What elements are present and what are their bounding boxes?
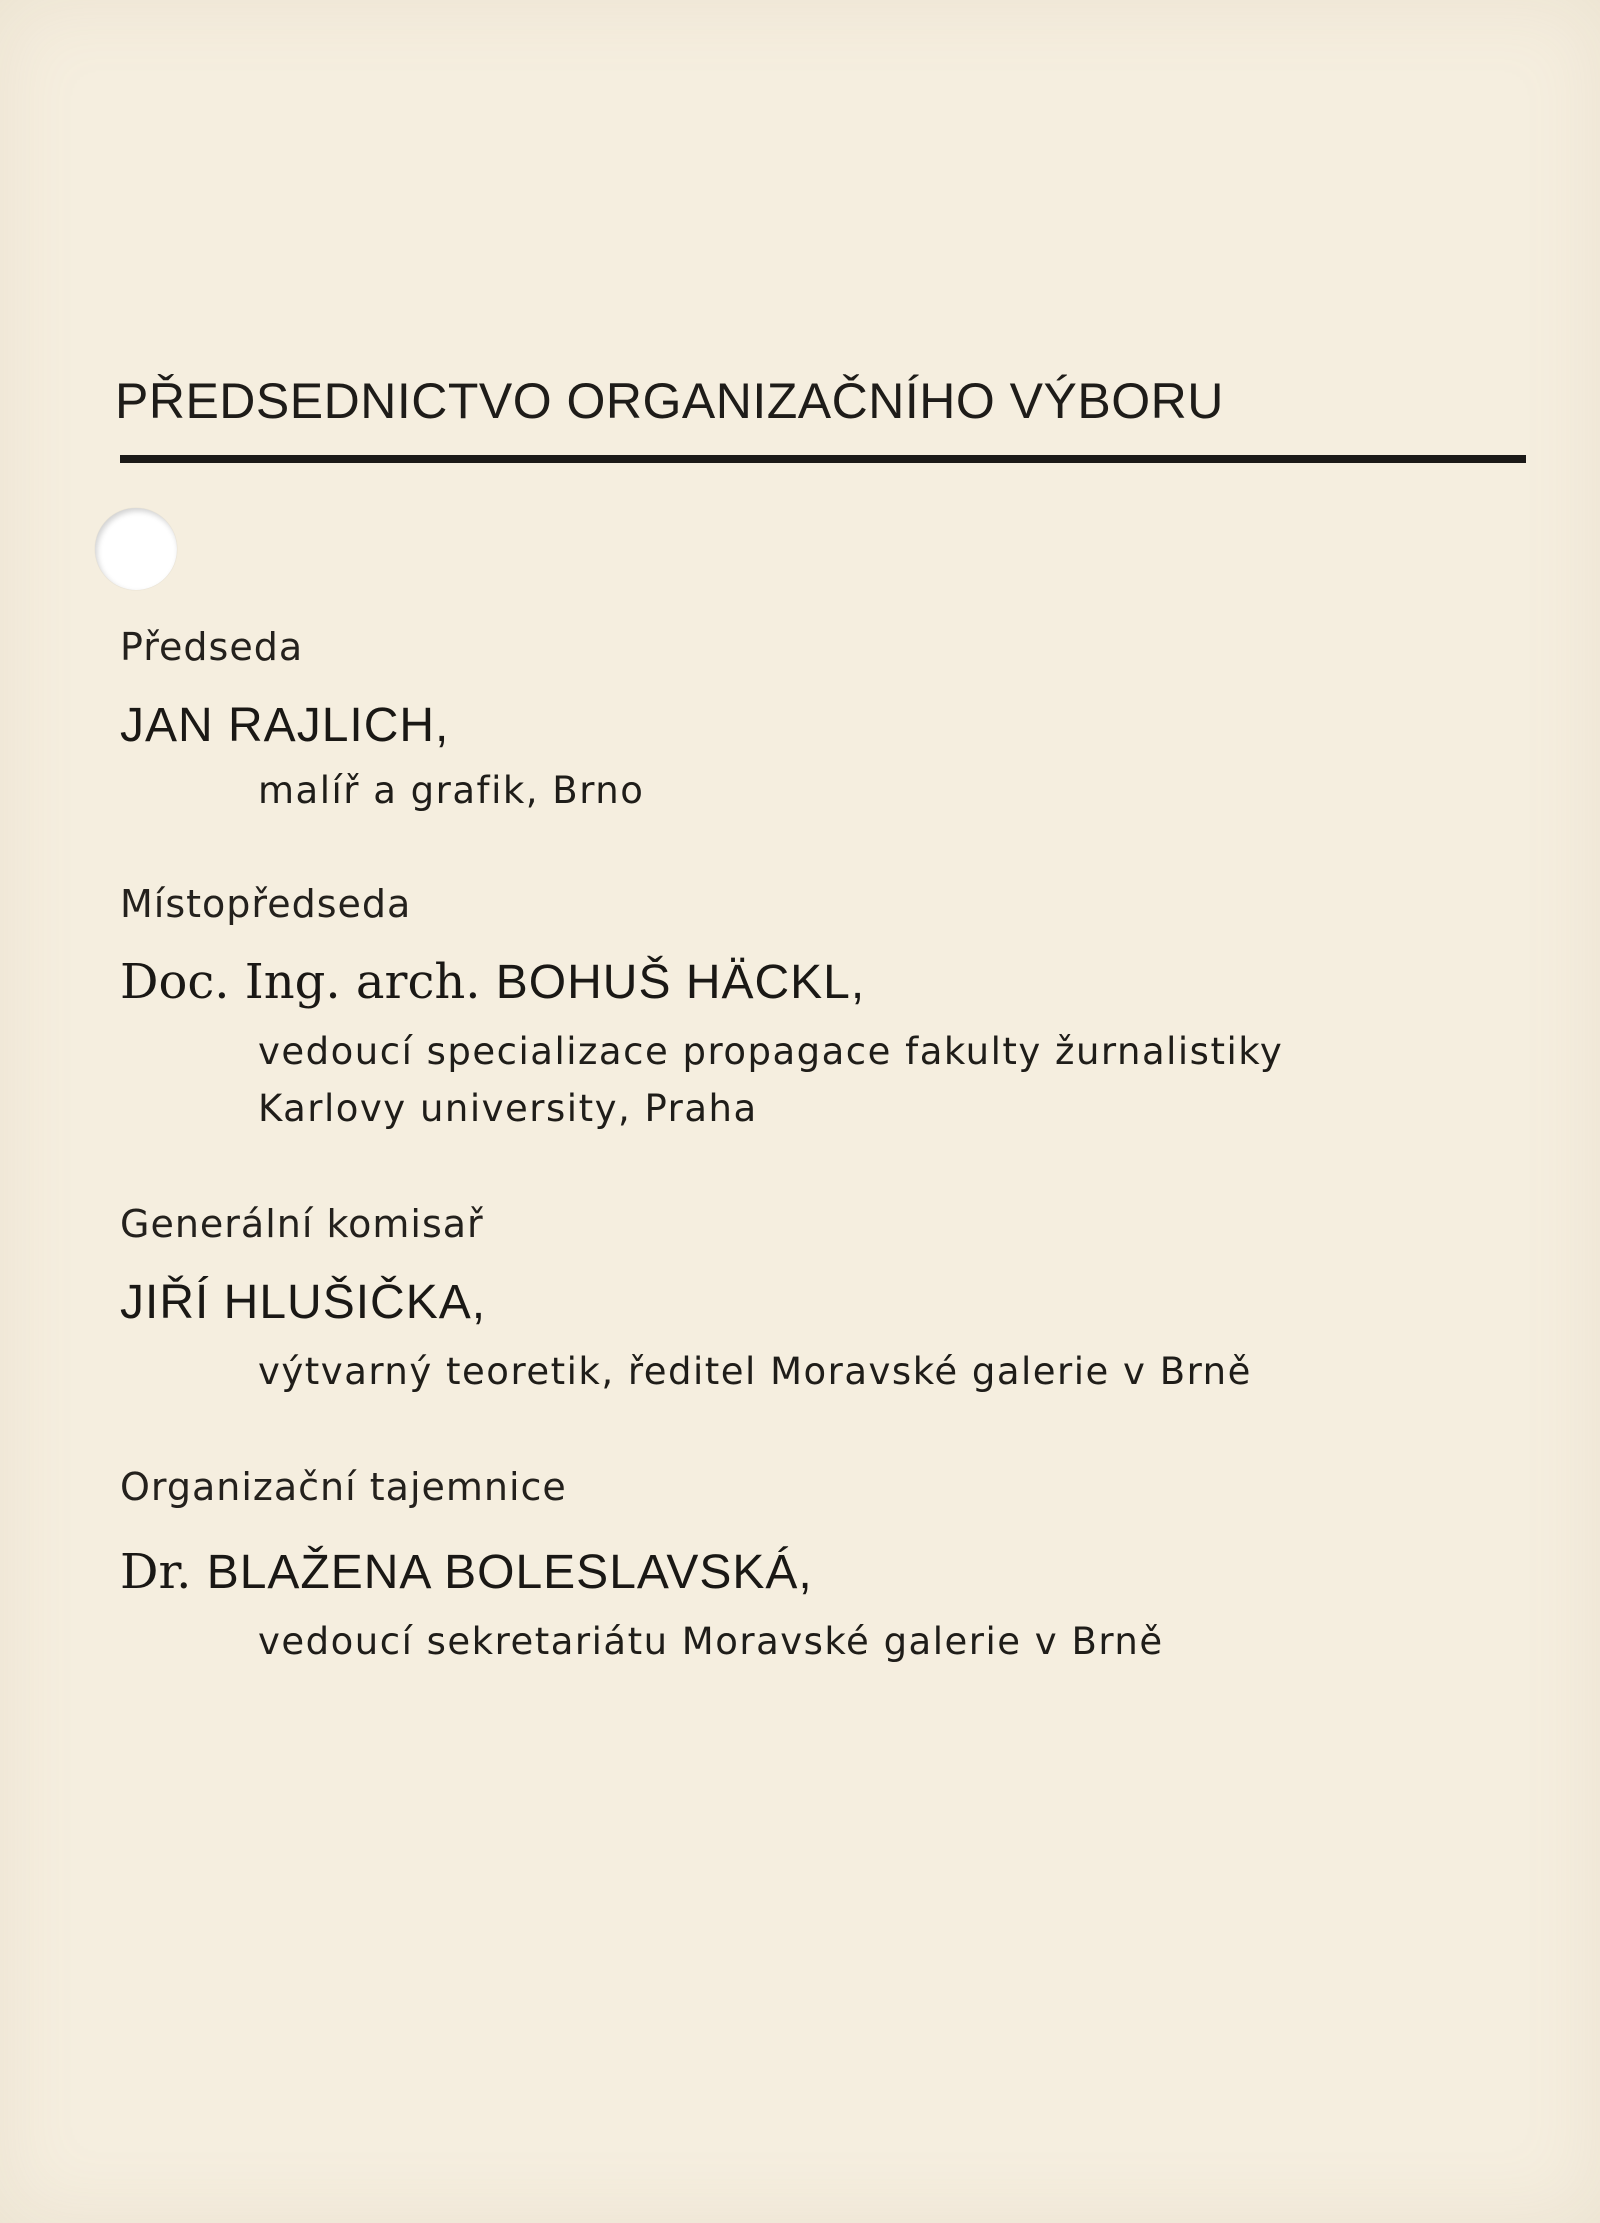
member-name-secretary bbox=[120, 1544, 813, 1600]
member-description-general-commissioner bbox=[258, 1343, 1252, 1400]
punch-hole bbox=[95, 508, 177, 590]
member-title-prefix: Dr. bbox=[120, 1544, 192, 1600]
member-name-text: JAN RAJLICH, bbox=[120, 699, 450, 752]
title-rule bbox=[120, 455, 1526, 463]
member-name-chairman bbox=[120, 697, 449, 753]
member-description-secretary bbox=[258, 1613, 1164, 1670]
description-line: Karlovy university, Praha bbox=[258, 1087, 758, 1130]
description-line: malíř a grafik, Brno bbox=[258, 769, 645, 812]
member-description-chairman bbox=[258, 762, 644, 819]
role-label-general-commissioner: Generální komisař bbox=[120, 1202, 484, 1246]
page-title: PŘEDSEDNICTVO ORGANIZAČNÍHO VÝBORU bbox=[115, 373, 1224, 429]
member-name-general-commissioner bbox=[120, 1274, 486, 1330]
member-name-text: BOHUŠ HÄCKL, bbox=[495, 956, 866, 1009]
member-title-prefix: Doc. Ing. arch. bbox=[120, 954, 481, 1010]
description-line: výtvarný teoretik, ředitel Moravské galerie v Brně bbox=[258, 1350, 1252, 1393]
member-name-text: BLAŽENA BOLESLAVSKÁ, bbox=[206, 1546, 813, 1599]
member-name-vice-chairman bbox=[120, 954, 865, 1010]
member-description-vice-chairman bbox=[258, 1023, 1283, 1137]
role-label-secretary: Organizační tajemnice bbox=[120, 1465, 567, 1509]
role-label-chairman: Předseda bbox=[120, 625, 304, 669]
description-line: vedoucí sekretariátu Moravské galerie v Brně bbox=[258, 1620, 1164, 1663]
role-label-vice-chairman: Místopředseda bbox=[120, 882, 412, 926]
description-line: vedoucí specializace propagace fakulty žurnalistiky bbox=[258, 1030, 1284, 1073]
member-name-text: JIŘÍ HLUŠIČKA, bbox=[120, 1276, 487, 1329]
